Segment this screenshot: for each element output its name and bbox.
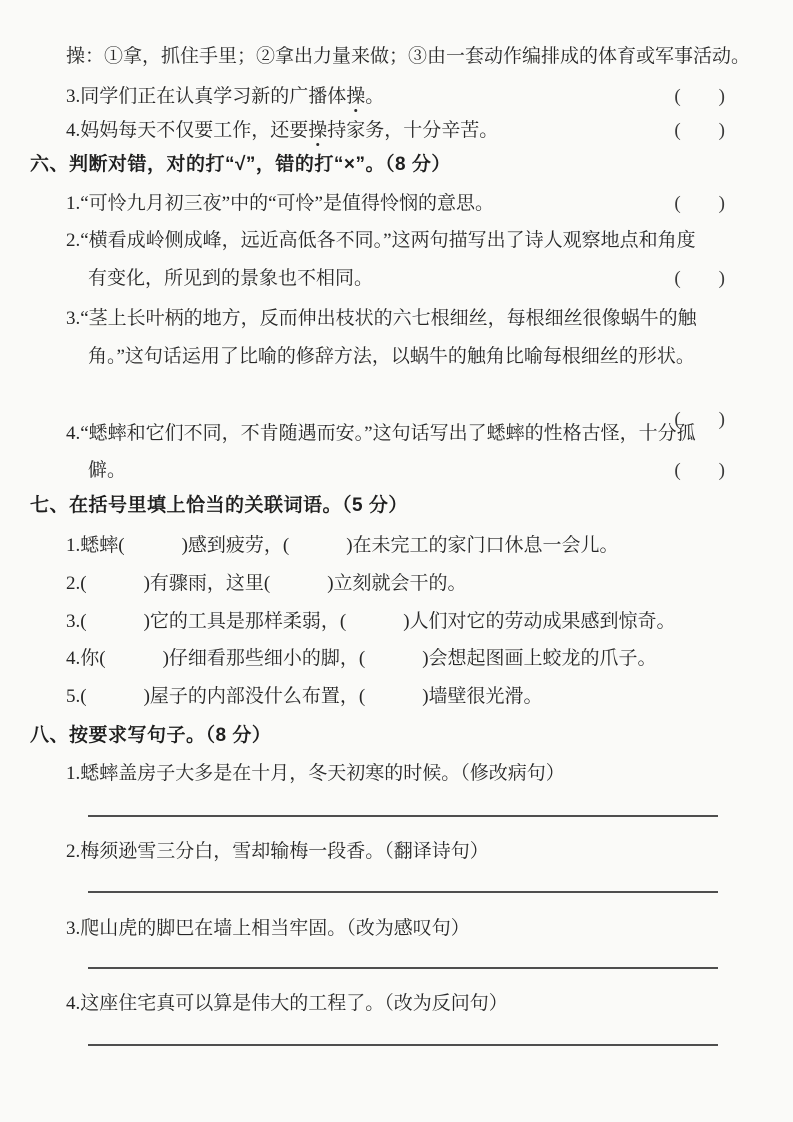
section6-heading: 六、判断对错，对的打“√”，错的打“×”。（8 分） (30, 154, 451, 175)
item-text (66, 84, 384, 110)
text-before-emphasis: 4.妈妈每天不仅要工作，还要 (66, 120, 309, 141)
section7-heading: 七、在括号里填上恰当的关联词语。（5 分） (30, 495, 408, 516)
answer-brackets: ( ) (674, 460, 725, 481)
answer-blank-line (88, 967, 718, 969)
definition-line: 操：①拿，抓住手里；②拿出力量来做；③由一套动作编排成的体育或军事活动。 (66, 46, 751, 67)
text-after-emphasis: 。 (365, 86, 385, 107)
section6-item-3-bracket-line (66, 381, 725, 430)
answer-blank-line (88, 891, 718, 893)
section7-item-3: 3.( )它的工具是那样柔弱，( )人们对它的劳动成果感到惊奇。 (66, 611, 676, 632)
section8-item-3: 3.爬山虎的脚巴在墙上相当牢固。（改为感叹句） (66, 918, 470, 939)
section8-item-4: 4.这座住宅真可以算是伟大的工程了。（改为反问句） (66, 993, 508, 1014)
answer-brackets: ( ) (674, 409, 725, 430)
answer-brackets: ( ) (674, 268, 725, 289)
answer-brackets: ( ) (674, 120, 725, 141)
section8-item-2: 2.梅须逊雪三分白，雪却输梅一段香。（翻译诗句） (66, 841, 489, 862)
item-text: 1.“可怜九月初三夜”中的“可怜”是值得怜悯的意思。 (66, 193, 494, 214)
answer-blank-line (88, 1044, 718, 1046)
emphasized-char: 操 (308, 120, 328, 141)
answer-brackets: ( ) (674, 86, 725, 107)
section6-item-2-line2 (88, 266, 725, 292)
answer-brackets: ( ) (674, 193, 725, 214)
text-after-emphasis: 持家务，十分辛苦。 (327, 120, 499, 141)
section6-item-1 (66, 191, 725, 217)
text-before-emphasis: 3.同学们正在认真学习新的广播体 (66, 86, 347, 107)
section5-item-3 (66, 84, 725, 110)
answer-blank-line (88, 815, 718, 817)
section6-item-3-line1: 3.“茎上长叶柄的地方，反而伸出枝状的六七根细丝，每根细丝很像蜗牛的触 (66, 308, 697, 329)
section8-item-1: 1.蟋蟀盖房子大多是在十月，冬天初寒的时候。（修改病句） (66, 763, 565, 784)
section6-item-4-line1: 4.“蟋蟀和它们不同，不肯随遇而安。”这句话写出了蟋蟀的性格古怪，十分孤 (66, 423, 696, 444)
item-text (66, 118, 498, 144)
emphasized-char: 操 (346, 86, 366, 107)
section6-item-3-line2: 角。”这句话运用了比喻的修辞方法，以蜗牛的触角比喻每根细丝的形状。 (88, 346, 695, 367)
section6-item-2-line1: 2.“横看成岭侧成峰，远近高低各不同。”这两句描写出了诗人观察地点和角度 (66, 230, 696, 251)
section5-item-4 (66, 118, 725, 144)
section7-item-2: 2.( )有骤雨，这里( )立刻就会干的。 (66, 573, 467, 594)
section7-item-1: 1.蟋蟀( )感到疲劳，( )在未完工的家门口休息一会儿。 (66, 535, 619, 556)
section7-item-5: 5.( )屋子的内部没什么布置，( )墙壁很光滑。 (66, 686, 543, 707)
item-text: 有变化，所见到的景象也不相同。 (88, 268, 374, 289)
section7-item-4: 4.你( )仔细看那些细小的脚，( )会想起图画上蛟龙的爪子。 (66, 648, 657, 669)
section8-heading: 八、按要求写句子。（8 分） (30, 725, 272, 746)
item-text: 僻。 (88, 460, 127, 481)
section6-item-4-line2 (88, 458, 725, 484)
